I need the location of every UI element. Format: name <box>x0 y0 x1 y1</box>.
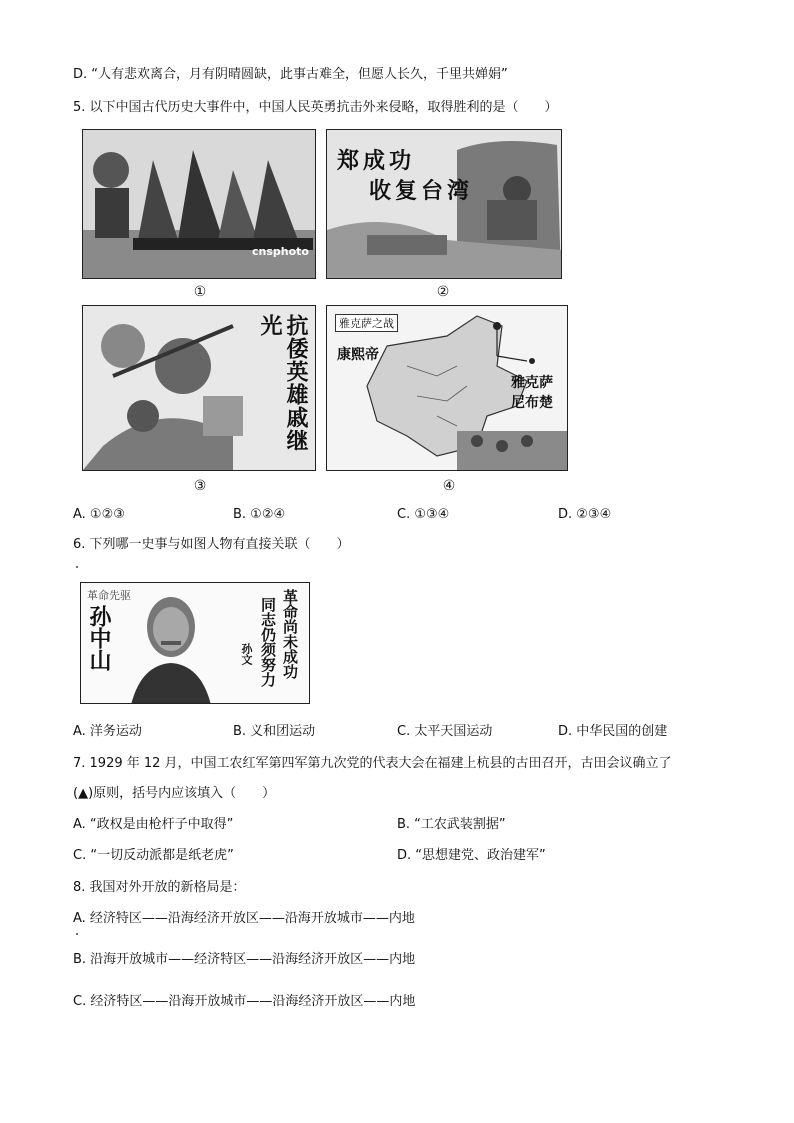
q5-option-c: C. ①③④ <box>397 507 450 522</box>
q5-stem: 5. 以下中国古代历史大事件中，中国人民英勇抗击外来侵略，取得胜利的是（ ） <box>73 100 558 115</box>
q8-option-b: B. 沿海开放城市——经济特区——沿海经济开放区——内地 <box>73 952 416 967</box>
stray-dot <box>76 566 78 568</box>
q5-image-4 <box>326 305 568 471</box>
image-3-title: 抗倭英雄戚继光 <box>257 314 309 452</box>
q6-option-d: D. 中华民国的创建 <box>558 724 668 739</box>
stray-dot <box>76 933 78 935</box>
image-4-label-nebuchu: 尼布楚 <box>511 395 553 411</box>
q5-image-2 <box>326 129 562 279</box>
q6-signature: 孙文 <box>240 643 253 665</box>
image-2-title-line2: 收复台湾 <box>369 178 474 204</box>
q4-option-d: D. “人有悲欢离合，月有阴晴圆缺，此事古难全，但愿人长久，千里共婵娟” <box>73 67 508 82</box>
q8-option-c: C. 经济特区——沿海开放城市——沿海经济开放区——内地 <box>73 994 416 1009</box>
q5-caption-3: ③ <box>193 478 207 494</box>
q5-image-3 <box>82 305 316 471</box>
q5-option-a: A. ①②③ <box>73 507 125 522</box>
q7-stem-line2: (▲)原则，括号内应该填入（ ） <box>73 786 276 801</box>
q6-quote-col1: 革命尚未成功 <box>281 589 299 679</box>
portrait-photo <box>121 585 221 704</box>
image-4-label-yakesa: 雅克萨 <box>511 375 553 391</box>
q5-image-1 <box>82 129 316 279</box>
watermark-text: cnsphoto <box>252 245 309 258</box>
q7-option-c: C. “一切反动派都是纸老虎” <box>73 848 234 863</box>
q6-image <box>80 582 310 704</box>
q5-caption-1: ① <box>193 284 207 300</box>
q6-image-name: 孙中山 <box>86 605 112 671</box>
q7-option-a: A. “政权是由枪杆子中取得” <box>73 817 234 832</box>
q6-option-c: C. 太平天国运动 <box>397 724 493 739</box>
q5-caption-2: ② <box>436 284 450 300</box>
q6-stem: 6. 下列哪一史事与如图人物有直接关联（ ） <box>73 537 350 552</box>
q7-stem-line1: 7. 1929 年 12 月，中国工农红军第四军第九次党的代表大会在福建上杭县的古田召开，古田会议确立了 <box>73 756 672 771</box>
q6-quote-col2: 同志仍须努力 <box>259 597 277 687</box>
q6-option-b: B. 义和团运动 <box>233 724 316 739</box>
q8-stem: 8. 我国对外开放的新格局是： <box>73 880 246 895</box>
image-4-label-kangxi: 康熙帝 <box>337 347 379 363</box>
q5-option-b: B. ①②④ <box>233 507 286 522</box>
q5-option-d: D. ②③④ <box>558 507 612 522</box>
image-2-title-line1: 郑成功 <box>337 148 416 174</box>
q5-caption-4: ④ <box>442 478 456 494</box>
q8-option-a: A. 经济特区——沿海经济开放区——沿海开放城市——内地 <box>73 911 415 926</box>
q7-option-b: B. “工农武装割据” <box>397 817 506 832</box>
q7-option-d: D. “思想建党、政治建军” <box>397 848 546 863</box>
q6-image-title: 革命先驱 <box>87 589 131 602</box>
image-4-title: 雅克萨之战 <box>335 314 398 332</box>
q6-option-a: A. 洋务运动 <box>73 724 142 739</box>
